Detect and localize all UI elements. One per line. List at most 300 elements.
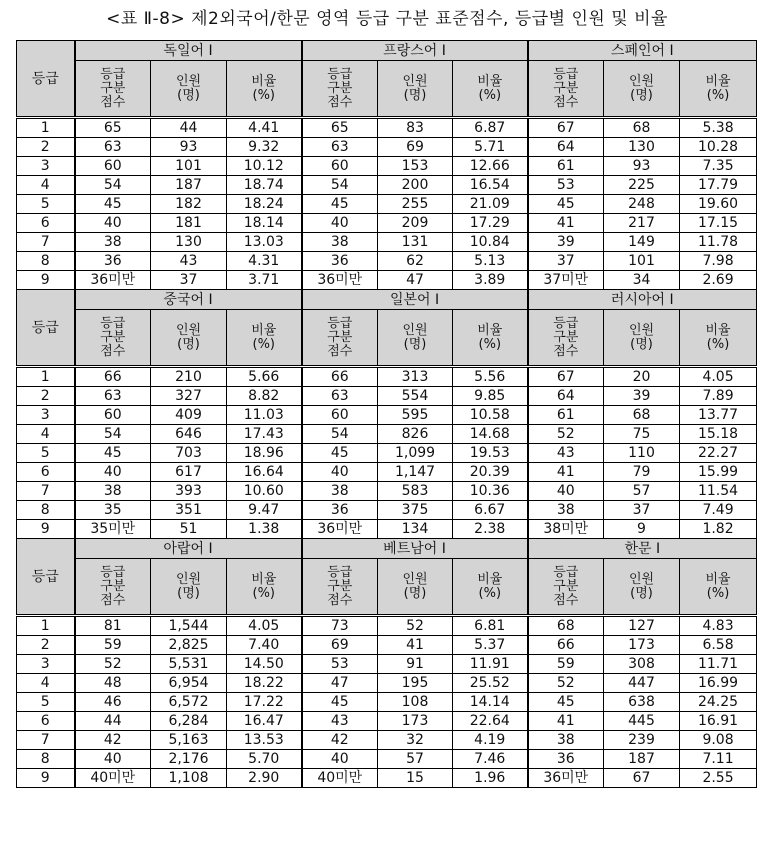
ratio-cell: 14.50 <box>227 655 302 674</box>
ratio-cell: 5.70 <box>227 750 302 769</box>
ratio-cell: 3.71 <box>227 271 302 290</box>
count-cell: 638 <box>604 693 680 712</box>
cutoff-header-line: 구분 <box>327 80 353 96</box>
ratio-cell: 9.08 <box>680 731 757 750</box>
count-cell: 57 <box>378 750 453 769</box>
count-cell: 37 <box>151 271 227 290</box>
count-cell: 75 <box>604 425 680 444</box>
count-cell: 5,531 <box>151 655 227 674</box>
count-cell: 187 <box>604 750 680 769</box>
cutoff-header-line: 등급 <box>327 564 353 580</box>
count-cell: 68 <box>604 406 680 425</box>
ratio-cell: 5.13 <box>453 252 528 271</box>
grade-header: 등급 <box>17 539 75 616</box>
ratio-cell: 8.82 <box>227 387 302 406</box>
ratio-cell: 1.82 <box>680 520 757 539</box>
cutoff-header-line: 등급 <box>553 315 579 331</box>
cutoff-score-cell: 60 <box>302 406 378 425</box>
count-cell: 44 <box>151 118 227 138</box>
cutoff-score-header <box>302 310 378 367</box>
cutoff-score-cell: 40미만 <box>75 769 151 788</box>
ratio-cell: 25.52 <box>453 674 528 693</box>
ratio-cell: 14.68 <box>453 425 528 444</box>
ratio-header-line: 비율 <box>477 322 503 338</box>
language-header: 중국어 Ⅰ <box>75 290 302 310</box>
ratio-cell: 9.85 <box>453 387 528 406</box>
grade-cell: 2 <box>17 387 75 406</box>
ratio-cell: 7.40 <box>227 636 302 655</box>
language-header: 한문 Ⅰ <box>528 539 757 559</box>
count-cell: 32 <box>378 731 453 750</box>
cutoff-score-cell: 52 <box>528 425 604 444</box>
cutoff-score-header <box>302 559 378 616</box>
cutoff-score-header <box>302 61 378 118</box>
cutoff-score-cell: 43 <box>528 444 604 463</box>
grade-cell: 9 <box>17 271 75 290</box>
cutoff-score-cell: 59 <box>528 655 604 674</box>
cutoff-score-header <box>75 61 151 118</box>
cutoff-score-cell: 65 <box>302 118 378 138</box>
cutoff-score-cell: 40 <box>528 482 604 501</box>
cutoff-score-cell: 61 <box>528 406 604 425</box>
cutoff-header-line: 점수 <box>100 343 126 359</box>
count-cell: 445 <box>604 712 680 731</box>
cutoff-header-line: 구분 <box>327 578 353 594</box>
cutoff-score-cell: 60 <box>75 157 151 176</box>
cutoff-score-cell: 60 <box>302 157 378 176</box>
ratio-cell: 10.12 <box>227 157 302 176</box>
table-row <box>17 195 757 214</box>
ratio-header-line: 비율 <box>477 571 503 587</box>
ratio-cell: 16.64 <box>227 463 302 482</box>
count-cell: 130 <box>151 233 227 252</box>
table-row <box>17 731 757 750</box>
cutoff-score-cell: 40 <box>302 214 378 233</box>
ratio-cell: 4.41 <box>227 118 302 138</box>
count-cell: 108 <box>378 693 453 712</box>
count-cell: 239 <box>604 731 680 750</box>
ratio-cell: 11.78 <box>680 233 757 252</box>
ratio-cell: 2.90 <box>227 769 302 788</box>
count-header-line: (명) <box>177 585 200 601</box>
cutoff-score-cell: 59 <box>75 636 151 655</box>
language-header: 러시아어 Ⅰ <box>528 290 757 310</box>
cutoff-header-line: 등급 <box>100 564 126 580</box>
count-cell: 101 <box>604 252 680 271</box>
cutoff-score-cell: 43 <box>302 712 378 731</box>
ratio-cell: 2.55 <box>680 769 757 788</box>
count-cell: 101 <box>151 157 227 176</box>
cutoff-score-cell: 66 <box>75 367 151 387</box>
ratio-cell: 5.66 <box>227 367 302 387</box>
ratio-header-line: (%) <box>706 585 730 601</box>
ratio-cell: 19.53 <box>453 444 528 463</box>
cutoff-score-cell: 38미만 <box>528 520 604 539</box>
cutoff-score-cell: 45 <box>528 693 604 712</box>
grade-cell: 6 <box>17 463 75 482</box>
cutoff-header-line: 등급 <box>553 66 579 82</box>
ratio-cell: 7.49 <box>680 501 757 520</box>
ratio-cell: 22.64 <box>453 712 528 731</box>
cutoff-score-cell: 45 <box>528 195 604 214</box>
cutoff-score-cell: 36 <box>528 750 604 769</box>
count-header-line: (명) <box>630 87 653 103</box>
grade-table <box>16 40 757 788</box>
count-header-line: 인원 <box>628 322 655 338</box>
ratio-cell: 4.05 <box>680 367 757 387</box>
cutoff-score-cell: 81 <box>75 616 151 636</box>
ratio-header-line: (%) <box>478 336 502 352</box>
ratio-header-line: (%) <box>252 336 275 352</box>
count-cell: 79 <box>604 463 680 482</box>
count-header-line: 인원 <box>175 571 202 587</box>
ratio-cell: 7.46 <box>453 750 528 769</box>
cutoff-score-cell: 64 <box>528 387 604 406</box>
count-cell: 131 <box>378 233 453 252</box>
cutoff-score-cell: 40 <box>75 214 151 233</box>
cutoff-header-line: 점수 <box>327 94 353 110</box>
ratio-cell: 10.36 <box>453 482 528 501</box>
cutoff-header-line: 구분 <box>100 578 126 594</box>
table-row <box>17 712 757 731</box>
ratio-cell: 12.66 <box>453 157 528 176</box>
count-header <box>151 61 227 118</box>
ratio-cell: 4.31 <box>227 252 302 271</box>
count-cell: 6,954 <box>151 674 227 693</box>
count-header-line: (명) <box>403 87 427 103</box>
language-header: 일본어 Ⅰ <box>302 290 528 310</box>
table-row <box>17 271 757 290</box>
ratio-cell: 22.27 <box>680 444 757 463</box>
cutoff-header-line: 점수 <box>327 343 353 359</box>
cutoff-score-cell: 41 <box>528 712 604 731</box>
count-cell: 173 <box>604 636 680 655</box>
count-cell: 583 <box>378 482 453 501</box>
ratio-header <box>680 559 757 616</box>
cutoff-score-cell: 48 <box>75 674 151 693</box>
language-header: 베트남어 Ⅰ <box>302 539 528 559</box>
table-row <box>17 176 757 195</box>
cutoff-score-cell: 60 <box>75 406 151 425</box>
count-cell: 67 <box>604 769 680 788</box>
ratio-cell: 11.91 <box>453 655 528 674</box>
count-cell: 200 <box>378 176 453 195</box>
cutoff-score-cell: 38 <box>528 731 604 750</box>
cutoff-header-line: 등급 <box>100 66 126 82</box>
count-cell: 826 <box>378 425 453 444</box>
count-cell: 93 <box>151 138 227 157</box>
cutoff-score-cell: 45 <box>302 693 378 712</box>
ratio-cell: 6.58 <box>680 636 757 655</box>
cutoff-score-cell: 39 <box>528 233 604 252</box>
cutoff-header-line: 등급 <box>327 315 353 331</box>
count-header <box>604 61 680 118</box>
cutoff-score-cell: 53 <box>302 655 378 674</box>
count-header-line: 인원 <box>628 571 655 587</box>
ratio-cell: 24.25 <box>680 693 757 712</box>
count-header-line: (명) <box>630 336 653 352</box>
count-header-line: (명) <box>403 336 427 352</box>
grade-cell: 4 <box>17 674 75 693</box>
cutoff-score-cell: 36미만 <box>302 271 378 290</box>
grade-cell: 3 <box>17 655 75 674</box>
count-header-line: (명) <box>403 585 427 601</box>
cutoff-header-line: 구분 <box>327 329 353 345</box>
cutoff-score-cell: 46 <box>75 693 151 712</box>
count-header <box>378 310 453 367</box>
cutoff-score-cell: 66 <box>528 636 604 655</box>
cutoff-score-cell: 38 <box>302 482 378 501</box>
cutoff-score-cell: 54 <box>75 425 151 444</box>
ratio-cell: 18.22 <box>227 674 302 693</box>
grade-cell: 8 <box>17 750 75 769</box>
cutoff-header-line: 구분 <box>553 80 579 96</box>
count-header <box>378 61 453 118</box>
ratio-cell: 10.60 <box>227 482 302 501</box>
count-cell: 57 <box>604 482 680 501</box>
cutoff-score-cell: 47 <box>302 674 378 693</box>
grade-cell: 3 <box>17 157 75 176</box>
ratio-cell: 9.32 <box>227 138 302 157</box>
cutoff-score-cell: 63 <box>75 387 151 406</box>
ratio-cell: 7.11 <box>680 750 757 769</box>
cutoff-header-line: 등급 <box>327 66 353 82</box>
count-cell: 375 <box>378 501 453 520</box>
count-cell: 39 <box>604 387 680 406</box>
ratio-header-line: (%) <box>478 585 502 601</box>
cutoff-score-cell: 61 <box>528 157 604 176</box>
grade-cell: 3 <box>17 406 75 425</box>
count-header-line: 인원 <box>402 322 428 338</box>
grade-cell: 7 <box>17 233 75 252</box>
ratio-cell: 3.89 <box>453 271 528 290</box>
grade-header: 등급 <box>17 290 75 367</box>
grade-cell: 5 <box>17 693 75 712</box>
ratio-cell: 7.35 <box>680 157 757 176</box>
count-cell: 134 <box>378 520 453 539</box>
count-cell: 91 <box>378 655 453 674</box>
cutoff-header-line: 점수 <box>100 592 126 608</box>
count-cell: 110 <box>604 444 680 463</box>
ratio-header-line: 비율 <box>477 73 503 89</box>
count-cell: 1,147 <box>378 463 453 482</box>
cutoff-score-header <box>528 61 604 118</box>
count-cell: 6,284 <box>151 712 227 731</box>
table-row <box>17 157 757 176</box>
table-row <box>17 674 757 693</box>
ratio-cell: 1.38 <box>227 520 302 539</box>
ratio-cell: 14.14 <box>453 693 528 712</box>
count-cell: 68 <box>604 118 680 138</box>
language-header-row <box>17 290 757 310</box>
cutoff-score-cell: 38 <box>75 233 151 252</box>
count-header-line: 인원 <box>175 322 202 338</box>
count-cell: 51 <box>151 520 227 539</box>
ratio-cell: 18.14 <box>227 214 302 233</box>
table-row <box>17 655 757 674</box>
ratio-header <box>680 310 757 367</box>
count-cell: 248 <box>604 195 680 214</box>
cutoff-header-line: 구분 <box>553 578 579 594</box>
cutoff-score-cell: 45 <box>75 444 151 463</box>
ratio-header-line: 비율 <box>251 322 277 338</box>
ratio-cell: 16.47 <box>227 712 302 731</box>
column-header-row <box>17 559 757 616</box>
ratio-cell: 17.29 <box>453 214 528 233</box>
table-row <box>17 252 757 271</box>
ratio-cell: 17.43 <box>227 425 302 444</box>
ratio-cell: 16.99 <box>680 674 757 693</box>
ratio-cell: 17.79 <box>680 176 757 195</box>
cutoff-score-header <box>75 310 151 367</box>
count-cell: 153 <box>378 157 453 176</box>
count-cell: 393 <box>151 482 227 501</box>
ratio-cell: 6.81 <box>453 616 528 636</box>
count-header-line: (명) <box>630 585 653 601</box>
ratio-cell: 4.83 <box>680 616 757 636</box>
count-cell: 195 <box>378 674 453 693</box>
cutoff-score-cell: 64 <box>528 138 604 157</box>
ratio-cell: 11.54 <box>680 482 757 501</box>
count-cell: 210 <box>151 367 227 387</box>
cutoff-score-cell: 52 <box>75 655 151 674</box>
grade-cell: 1 <box>17 118 75 138</box>
ratio-cell: 15.99 <box>680 463 757 482</box>
count-cell: 37 <box>604 501 680 520</box>
ratio-header-line: (%) <box>252 585 275 601</box>
count-cell: 409 <box>151 406 227 425</box>
count-cell: 308 <box>604 655 680 674</box>
grade-cell: 6 <box>17 214 75 233</box>
table-row <box>17 118 757 138</box>
ratio-cell: 13.03 <box>227 233 302 252</box>
grade-cell: 7 <box>17 482 75 501</box>
language-header: 독일어 Ⅰ <box>75 41 302 61</box>
count-header-line: (명) <box>177 87 200 103</box>
count-cell: 69 <box>378 138 453 157</box>
cutoff-score-cell: 65 <box>75 118 151 138</box>
count-cell: 41 <box>378 636 453 655</box>
count-header <box>604 559 680 616</box>
count-cell: 62 <box>378 252 453 271</box>
ratio-cell: 4.19 <box>453 731 528 750</box>
table-title: <표 Ⅱ-8> 제2외국어/한문 영역 등급 구분 표준점수, 등급별 인원 및 비율 <box>106 9 668 29</box>
ratio-cell: 5.37 <box>453 636 528 655</box>
ratio-cell: 10.28 <box>680 138 757 157</box>
cutoff-score-cell: 67 <box>528 367 604 387</box>
ratio-header-line: 비율 <box>705 571 731 587</box>
count-header <box>151 310 227 367</box>
ratio-cell: 19.60 <box>680 195 757 214</box>
cutoff-score-cell: 40 <box>75 463 151 482</box>
count-cell: 209 <box>378 214 453 233</box>
cutoff-score-cell: 42 <box>75 731 151 750</box>
language-header: 아랍어 Ⅰ <box>75 539 302 559</box>
count-header <box>604 310 680 367</box>
cutoff-score-cell: 52 <box>528 674 604 693</box>
cutoff-header-line: 구분 <box>553 329 579 345</box>
count-cell: 327 <box>151 387 227 406</box>
count-cell: 34 <box>604 271 680 290</box>
table-row <box>17 214 757 233</box>
ratio-cell: 16.54 <box>453 176 528 195</box>
ratio-cell: 6.87 <box>453 118 528 138</box>
ratio-cell: 1.96 <box>453 769 528 788</box>
ratio-cell: 9.47 <box>227 501 302 520</box>
ratio-cell: 13.77 <box>680 406 757 425</box>
cutoff-score-cell: 37 <box>528 252 604 271</box>
cutoff-header-line: 등급 <box>553 564 579 580</box>
cutoff-score-cell: 36 <box>302 501 378 520</box>
cutoff-score-cell: 73 <box>302 616 378 636</box>
count-cell: 617 <box>151 463 227 482</box>
cutoff-score-cell: 69 <box>302 636 378 655</box>
count-cell: 595 <box>378 406 453 425</box>
count-cell: 93 <box>604 157 680 176</box>
language-header: 프랑스어 Ⅰ <box>302 41 528 61</box>
grade-cell: 9 <box>17 520 75 539</box>
ratio-cell: 16.91 <box>680 712 757 731</box>
cutoff-header-line: 점수 <box>100 94 126 110</box>
count-cell: 1,108 <box>151 769 227 788</box>
grade-cell: 5 <box>17 444 75 463</box>
ratio-cell: 10.84 <box>453 233 528 252</box>
cutoff-score-cell: 36미만 <box>75 271 151 290</box>
count-cell: 9 <box>604 520 680 539</box>
ratio-cell: 5.56 <box>453 367 528 387</box>
cutoff-score-cell: 63 <box>302 387 378 406</box>
grade-cell: 8 <box>17 252 75 271</box>
cutoff-score-cell: 35 <box>75 501 151 520</box>
cutoff-score-cell: 53 <box>528 176 604 195</box>
ratio-header <box>453 310 528 367</box>
ratio-cell: 5.71 <box>453 138 528 157</box>
column-header-row <box>17 310 757 367</box>
ratio-cell: 4.05 <box>227 616 302 636</box>
grade-cell: 2 <box>17 636 75 655</box>
count-cell: 52 <box>378 616 453 636</box>
ratio-cell: 6.67 <box>453 501 528 520</box>
grade-cell: 1 <box>17 367 75 387</box>
cutoff-score-cell: 36미만 <box>302 520 378 539</box>
cutoff-header-line: 점수 <box>327 592 353 608</box>
grade-cell: 5 <box>17 195 75 214</box>
count-header-line: 인원 <box>628 73 655 89</box>
count-cell: 351 <box>151 501 227 520</box>
table-row <box>17 425 757 444</box>
table-row <box>17 501 757 520</box>
ratio-header-line: 비율 <box>251 571 277 587</box>
cutoff-score-cell: 36 <box>75 252 151 271</box>
ratio-header-line: (%) <box>706 336 730 352</box>
count-cell: 6,572 <box>151 693 227 712</box>
cutoff-score-cell: 40 <box>302 750 378 769</box>
count-cell: 225 <box>604 176 680 195</box>
count-cell: 2,176 <box>151 750 227 769</box>
cutoff-score-cell: 44 <box>75 712 151 731</box>
ratio-cell: 7.89 <box>680 387 757 406</box>
language-header: 스페인어 Ⅰ <box>528 41 757 61</box>
cutoff-score-header <box>528 310 604 367</box>
cutoff-score-cell: 67 <box>528 118 604 138</box>
table-row <box>17 750 757 769</box>
cutoff-score-cell: 54 <box>75 176 151 195</box>
table-row <box>17 616 757 636</box>
table-row <box>17 463 757 482</box>
cutoff-header-line: 점수 <box>553 592 579 608</box>
ratio-header-line: (%) <box>252 87 275 103</box>
count-cell: 182 <box>151 195 227 214</box>
